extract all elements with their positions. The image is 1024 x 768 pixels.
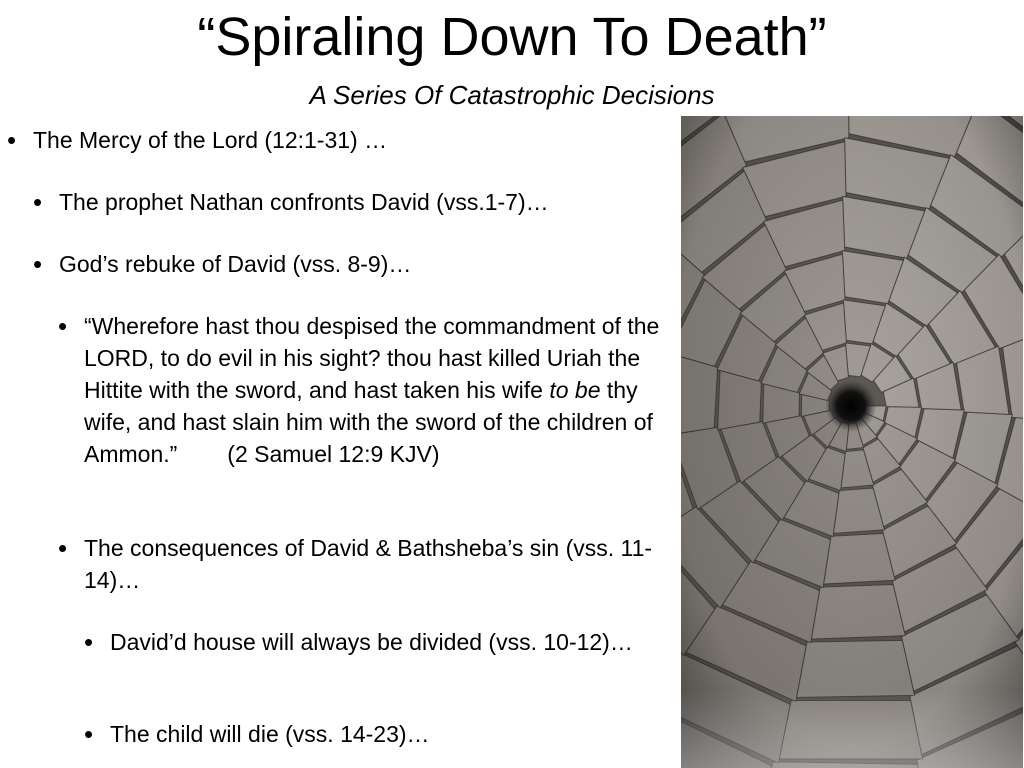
bullet-text: The prophet Nathan confronts David (vss.1-7)…: [59, 189, 549, 215]
bullet-dot-icon: •: [7, 125, 17, 155]
bullet-dot-icon: •: [58, 311, 68, 341]
bullet-dot-icon: •: [58, 533, 68, 563]
bullet-text: The Mercy of the Lord (12:1-31) …: [33, 127, 388, 153]
bullet-text: The consequences of David & Bathsheba’s sin (vss. 11-14)…: [84, 535, 653, 593]
bullet-scripture-quote: [58, 310, 669, 470]
spiral-staircase-icon: [681, 116, 1023, 768]
slide-title: “Spiraling Down To Death”: [197, 7, 827, 67]
spiral-staircase-photo: [681, 116, 1023, 768]
bullet-dot-icon: •: [33, 249, 43, 279]
bullet-dot-icon: •: [33, 187, 43, 217]
bullet-child-will-die: [84, 718, 670, 750]
bullet-dot-icon: •: [84, 627, 94, 657]
bullet-house-divided: [84, 626, 670, 658]
bullet-text: The child will die (vss. 14-23)…: [110, 721, 430, 747]
bullet-consequences: [58, 532, 669, 596]
bullet-dot-icon: •: [84, 719, 94, 749]
quote-text-part1: “Wherefore hast thou despised the commandment of the LORD, to do evil in his sight? thou hast killed Uriah the Hittite with the sword, and hast taken his wife: [84, 313, 660, 403]
bullet-nathan-confronts: [33, 186, 669, 218]
slide-subtitle: A Series Of Catastrophic Decisions: [309, 80, 715, 110]
bullet-text: David’d house will always be divided (vss. 10-12)…: [110, 629, 633, 655]
bullet-mercy-of-the-lord: [7, 124, 673, 156]
scripture-reference: (2 Samuel 12:9 KJV): [227, 441, 440, 467]
quote-text-part2: thy wife, and hast slain him with the sword of the children of Ammon.”: [84, 377, 653, 467]
quote-italic-text: to be: [549, 377, 601, 403]
bullet-gods-rebuke: [33, 248, 669, 280]
bullet-text: God’s rebuke of David (vss. 8-9)…: [59, 251, 412, 277]
